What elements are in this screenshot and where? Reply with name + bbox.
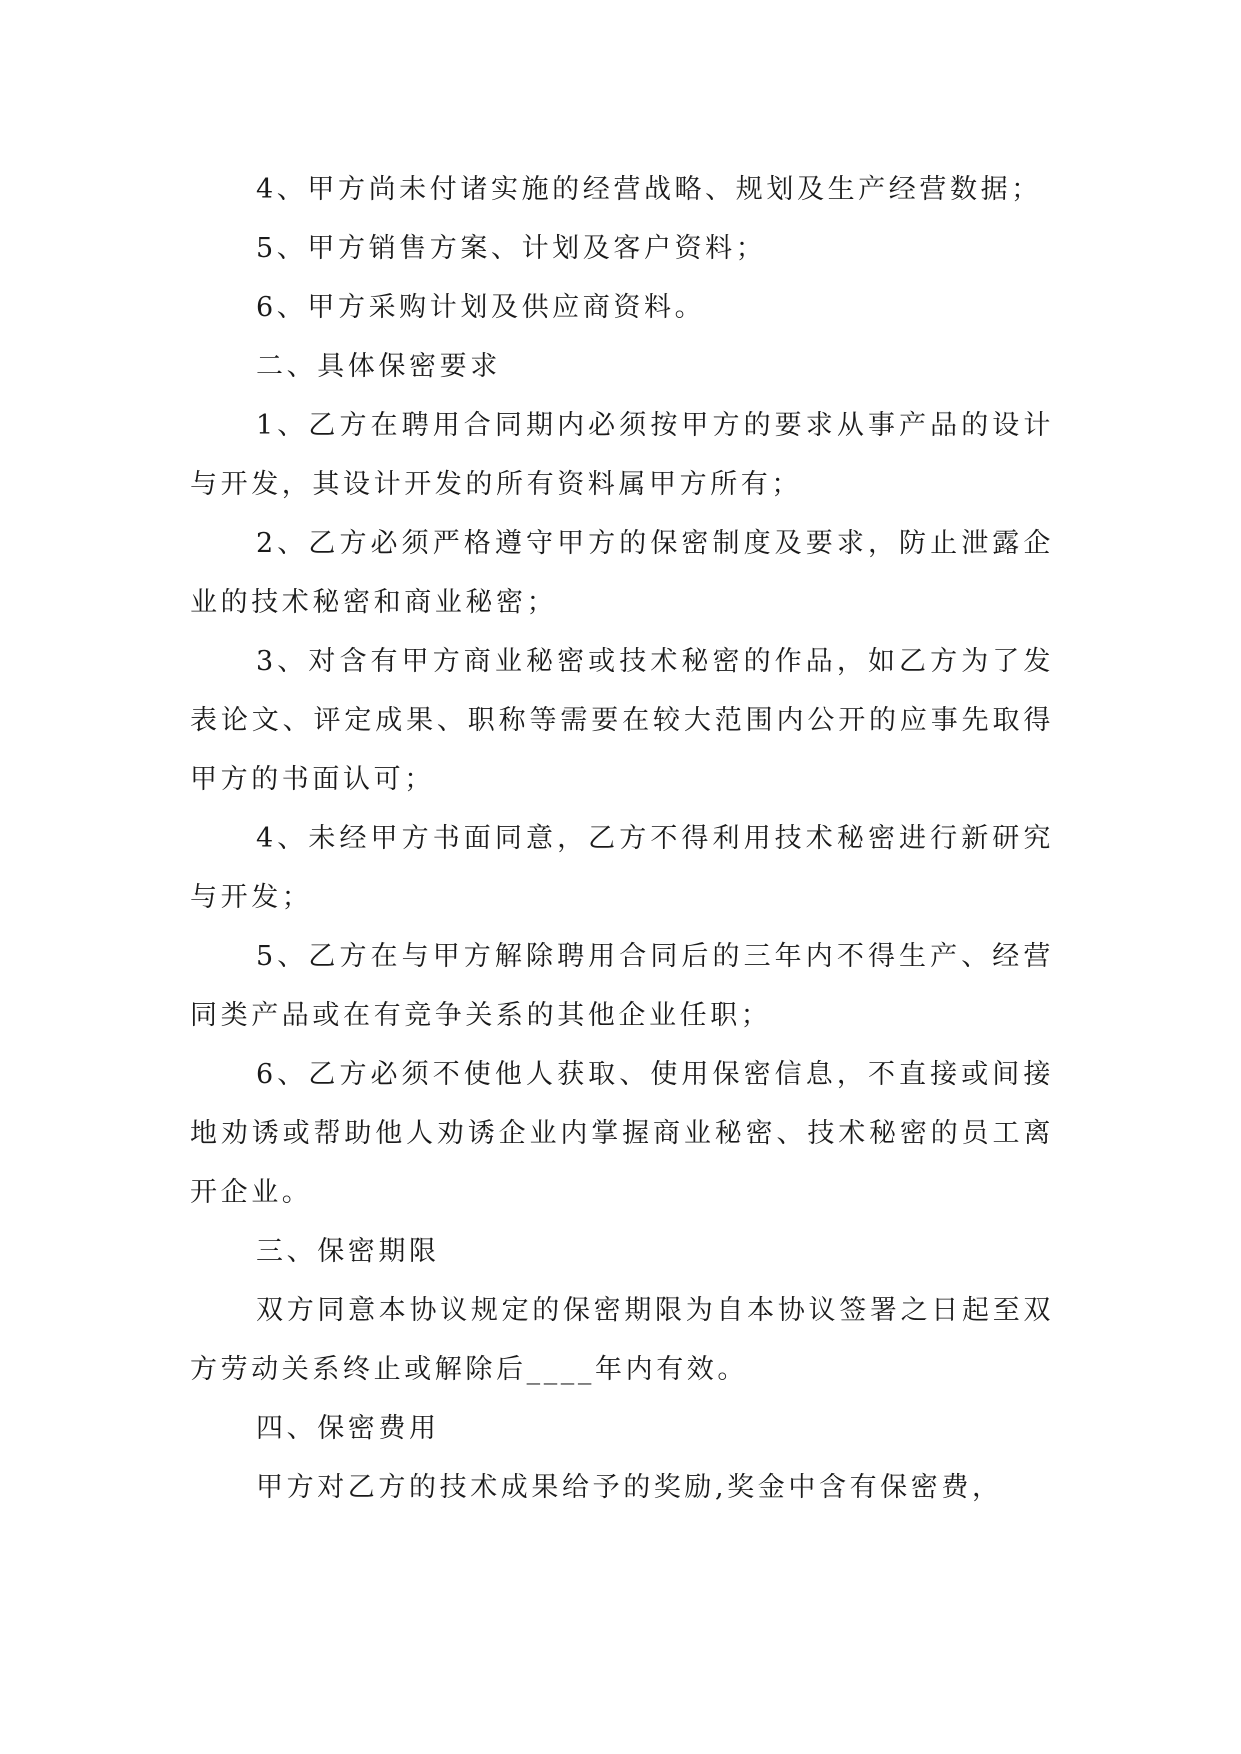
paragraph-requirement-6: 6、乙方必须不使他人获取、使用保密信息，不直接或间接地劝诱或帮助他人劝诱企业内掌握商业秘密、技术秘密的员工离开企业。 bbox=[190, 1059, 1054, 1208]
section-heading-term: 三、保密期限 bbox=[256, 1236, 440, 1267]
paragraph-requirement-2: 2、乙方必须严格遵守甲方的保密制度及要求，防止泄露企业的技术秘密和商业秘密； bbox=[190, 528, 1054, 618]
paragraph-fees: 甲方对乙方的技术成果给予的奖励,奖金中含有保密费， bbox=[256, 1472, 1003, 1503]
paragraph-requirement-4: 4、未经甲方书面同意，乙方不得利用技术秘密进行新研究与开发； bbox=[190, 823, 1054, 913]
section-heading-requirements: 二、具体保密要求 bbox=[256, 351, 501, 382]
paragraph-requirement-3: 3、对含有甲方商业秘密或技术秘密的作品，如乙方为了发表论文、评定成果、职称等需要在较大范围内公开的应事先取得甲方的书面认可； bbox=[190, 646, 1054, 795]
paragraph-requirement-5: 5、乙方在与甲方解除聘用合同后的三年内不得生产、经营同类产品或在有竞争关系的其他企业任职； bbox=[190, 941, 1054, 1031]
document-page bbox=[190, 160, 1054, 1517]
paragraph-item-5-sales: 5、甲方销售方案、计划及客户资料； bbox=[256, 233, 767, 264]
paragraph-item-4-business-data: 4、甲方尚未付诸实施的经营战略、规划及生产经营数据； bbox=[256, 174, 1042, 205]
paragraph-term: 双方同意本协议规定的保密期限为自本协议签署之日起至双方劳动关系终止或解除后____年内有效。 bbox=[190, 1295, 1054, 1385]
paragraph-item-6-purchasing: 6、甲方采购计划及供应商资料。 bbox=[256, 292, 706, 323]
section-heading-fees: 四、保密费用 bbox=[256, 1413, 440, 1444]
paragraph-requirement-1: 1、乙方在聘用合同期内必须按甲方的要求从事产品的设计与开发，其设计开发的所有资料属甲方所有； bbox=[190, 410, 1054, 500]
